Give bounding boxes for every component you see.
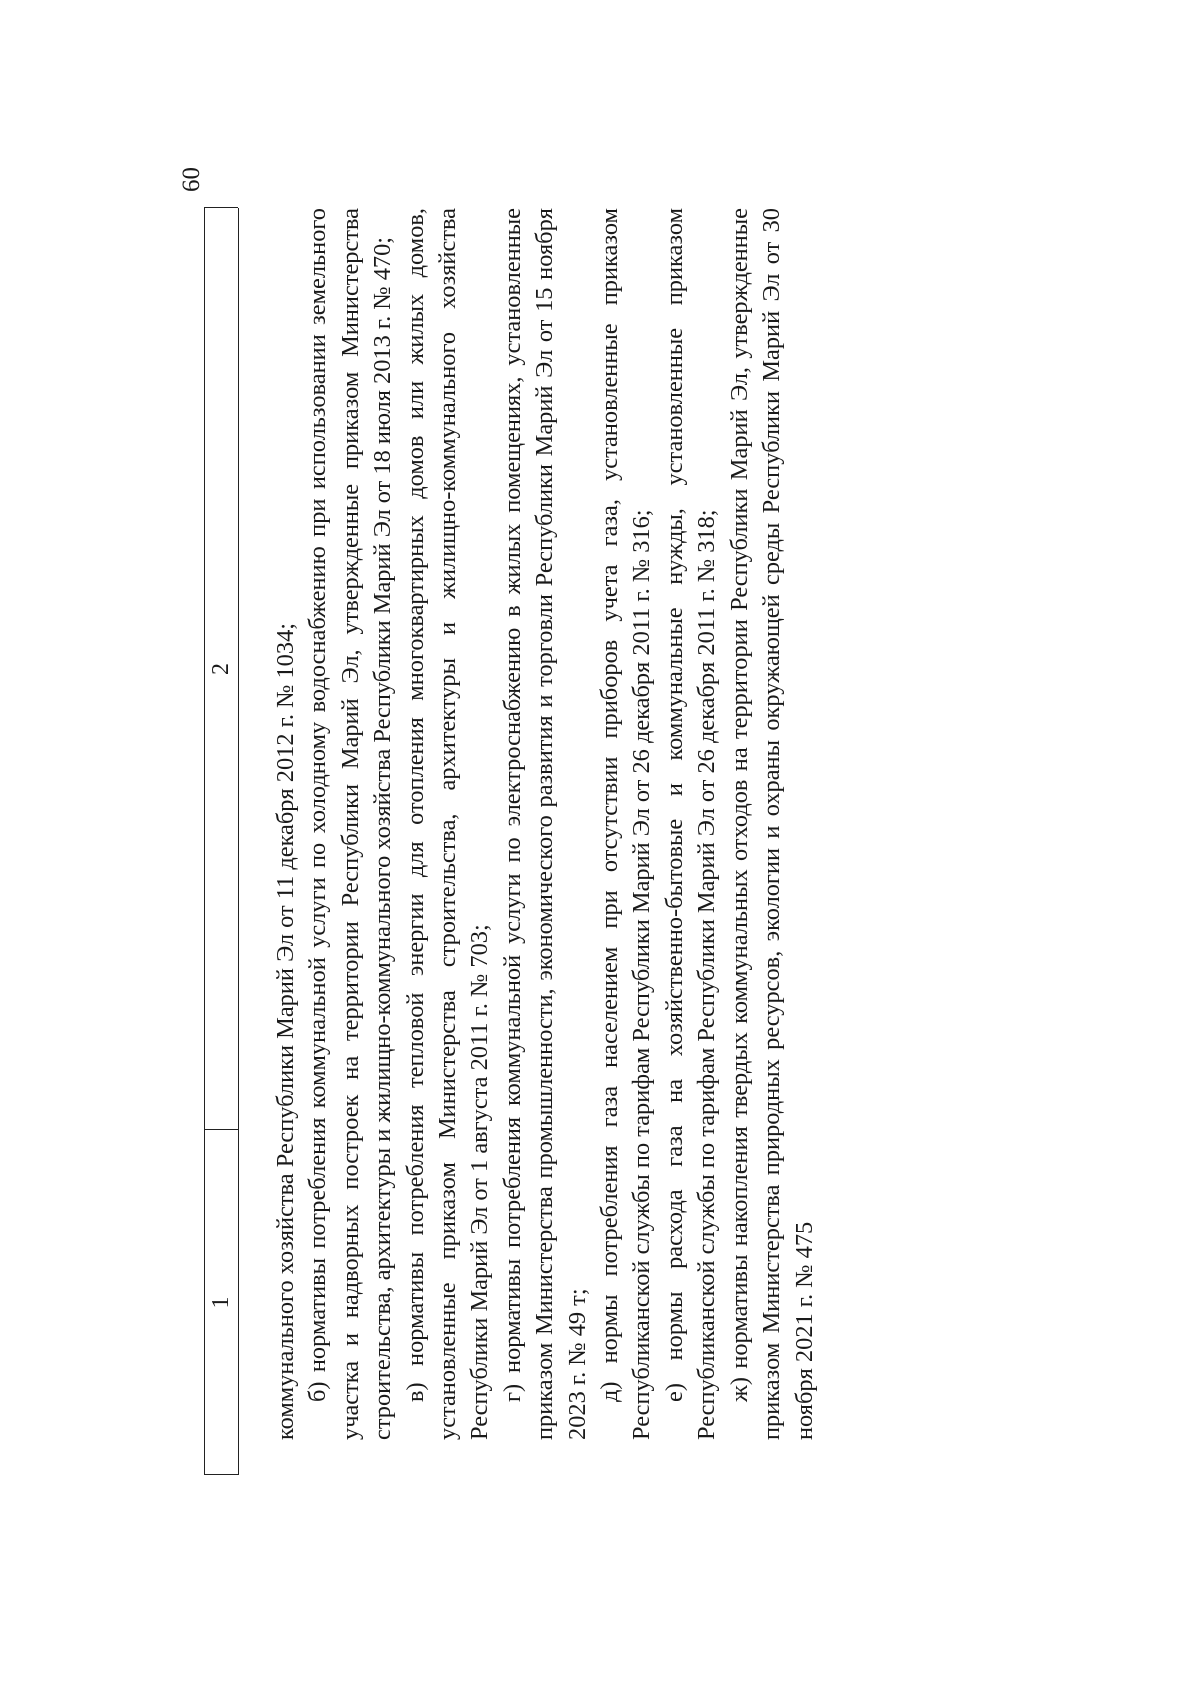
item-zh: ж) нормативы накопления твердых коммунальных отходов на территории Республики Марий Эл, утвержденные приказом Министерства природных ресурсов, экологии и охраны окружающей среды Республики Марий Эл от 30 ноября 2021 г. № 475: [725, 208, 818, 1440]
page-number: 60: [178, 167, 205, 192]
column-header-2: 2: [208, 663, 234, 675]
item-d: д) нормы потребления газа населением при отсутствии приборов учета газа, установленные приказом Республиканской службы по тарифам Республики Марий Эл от 26 декабря 2011 г. № 316;: [596, 208, 656, 1440]
item-g: г) нормативы потребления коммунальной услуги по электроснабжению в жилых помещениях, установленные приказом Министерства промышленности, экономического развития и торговли Республики Марий Эл от 15 ноября 2023 г. № 49 т;: [498, 208, 591, 1440]
item-b: б) нормативы потребления коммунальной услуги по холодному водоснабжению при использовании земельного участка и надворных построек на территории Республики Марий Эл, утвержденные приказом Министерства строительства, архитектуры и жилищно-коммунального хозяйства Республики Марий Эл от 18 июля 2013 г. № 470;: [304, 208, 397, 1440]
column-header-1: 1: [208, 1296, 234, 1309]
item-e: е) нормы расхода газа на хозяйственно-бытовые и коммунальные нужды, установленные приказом Республиканской службы по тарифам Республики Марий Эл от 26 декабря 2011 г. № 318;: [660, 208, 721, 1440]
table-cell-text: [270, 208, 821, 1440]
item-v: в) нормативы потребления тепловой энергии для отопления многоквартирных домов или жилых домов, установленные приказом Министерства строительства, архитектуры и жилищно-коммунального хозяйства Республики Марий Эл от 1 августа 2011 г. № 703;: [401, 208, 494, 1440]
table-header-border: [238, 208, 239, 1475]
lead-text: коммунального хозяйства Республики Марий Эл от 11 декабря 2012 г. № 1034;: [272, 622, 299, 1440]
